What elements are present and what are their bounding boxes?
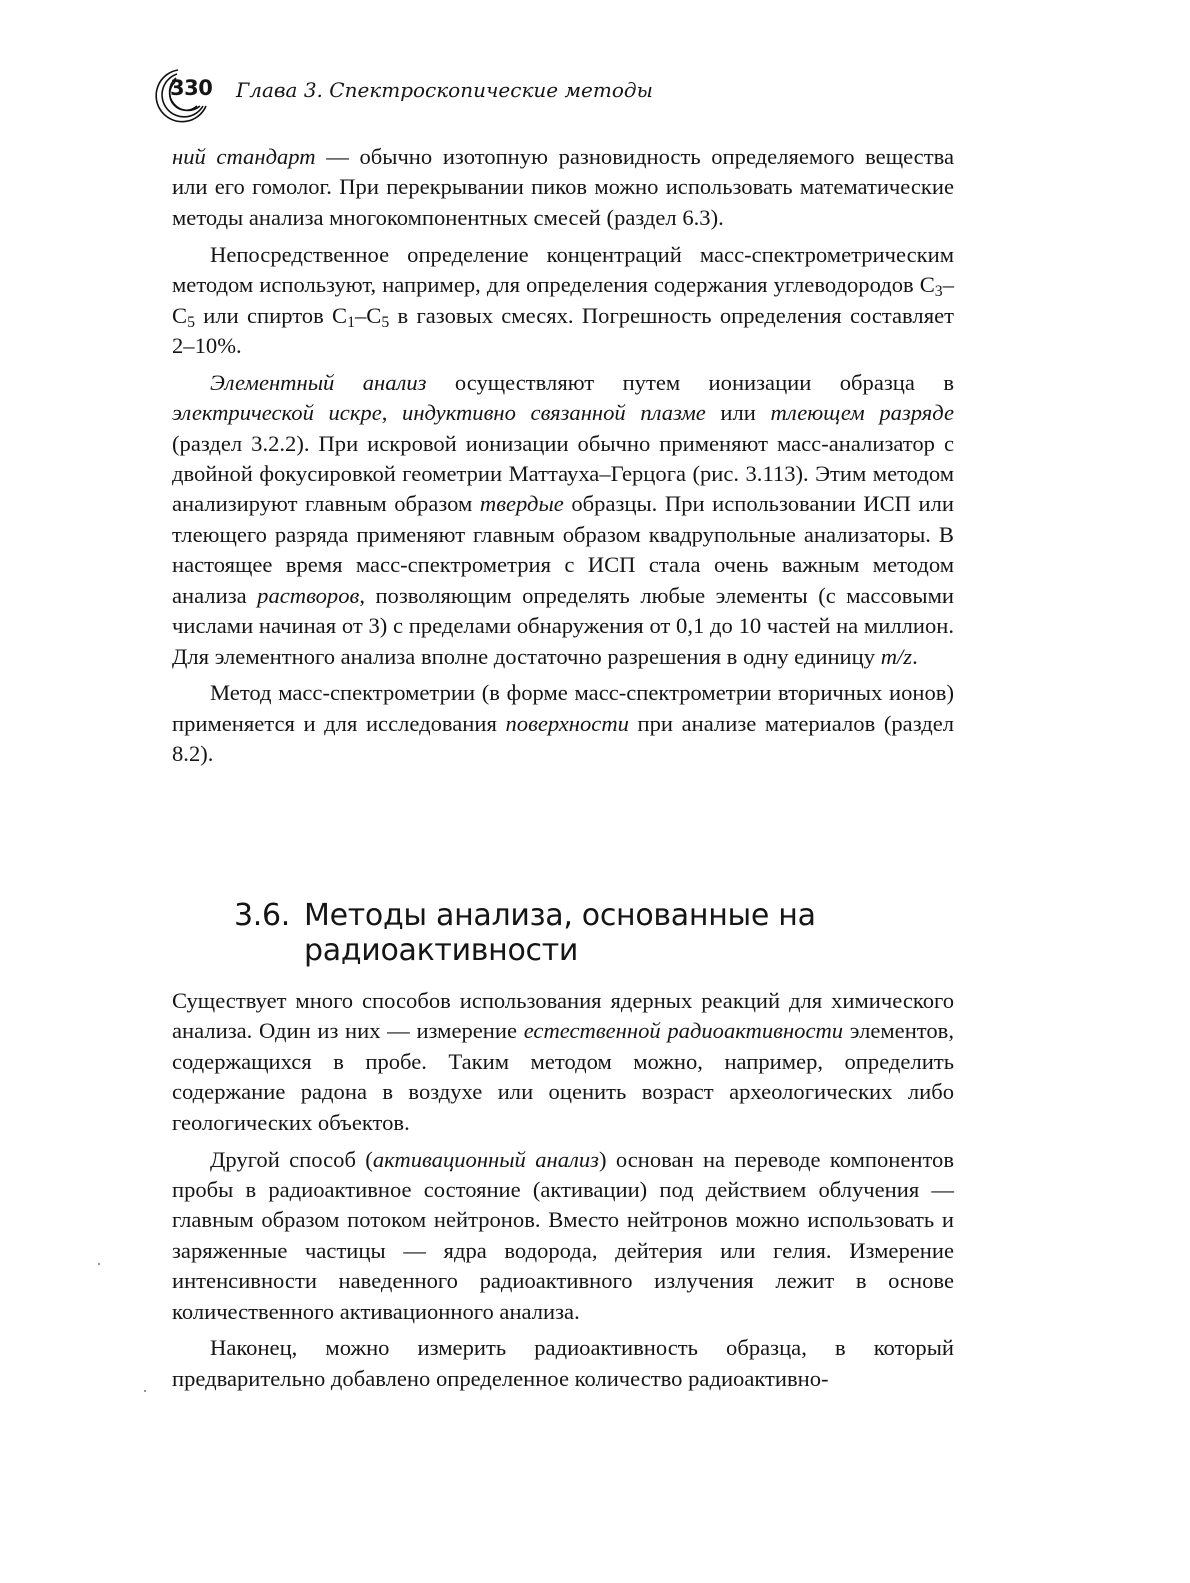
text-block-top (172, 142, 954, 776)
paragraph: Существует много способов использования ядерных реакций для химического анализа. Один из них — измерение естественной радиоактивности элементов, содержащихся в пробе. Таким методом можно, например, определить содержание радона в воздухе или оценить возраст археологических либо геологических объектов. (172, 988, 954, 1135)
text-block-bottom (172, 986, 954, 1401)
paragraph: Непосредственное определение концентраций масс-спектрометрическим методом используют, например, для определения содержания углеводородов $C_3-C_5$ или спиртов $C_1-C_5$ в газовых смесях. Погрешность определения составляет 2–10%. (172, 241, 954, 358)
italic-term: m/z (880, 643, 913, 669)
paragraph: Элементный анализ осуществляют путем ионизации образца в электрической искре, индуктивно связанной плазме или тлеющем разряде (раздел 3.2.2). При искровой ионизации обычно применяют масс-анализатор с двойной фокусировкой геометрии Маттауха–Герцога (рис. 3.113). Этим методом анализируют главным образом твердые образцы. При использовании ИСП или тлеющего разряда применяют главным образом квадрупольные анализаторы. В настоящее время масс-спектрометрия с ИСП стала очень важным методом анализа растворов, позволяющим определять любые элементы (с массовыми числами начиная от 3) с пределами обнаружения от 0,1 до 10 частей на миллион. Для элементного анализа вполне достаточно разрешения в одну единицу m/z. (172, 369, 954, 669)
running-chapter-title: Глава 3. Спектроскопические методы (236, 78, 653, 102)
page-number: 330 (170, 76, 213, 100)
paragraph: Наконец, можно измерить радиоактивность образца, в который предварительно добавлено определенное количество радиоактивно- (172, 1335, 954, 1391)
section-title-line1: Методы анализа, основанные на (304, 898, 816, 933)
section-number: 3.6. (234, 898, 291, 933)
section-title-line2: радиоактивности (304, 933, 579, 968)
scan-speck (144, 1390, 146, 1392)
italic-term: Элементный анализ (210, 369, 427, 395)
italic-term: растворов (257, 582, 360, 608)
paragraph: ний стандарт — обычно изотопную разновидность определяемого вещества или его гомолог. При перекрывании пиков можно использовать математические методы анализа многокомпонентных смесей (раздел 6.3). (172, 144, 954, 230)
italic-term: твердые (479, 491, 564, 517)
italic-term: ний стандарт (172, 144, 316, 169)
italic-term: поверхности (505, 710, 629, 736)
section-heading (234, 898, 816, 968)
italic-term: индуктивно связанной плазме (402, 400, 706, 426)
italic-term: естественной радиоактивности (523, 1018, 844, 1044)
paragraph: Метод масс-спектрометрии (в форме масс-спектрометрии вторичных ионов) применяется и для исследования поверхности при анализе материалов (раздел 8.2). (172, 680, 955, 767)
page-header (148, 66, 948, 126)
italic-term: активационный анализ (372, 1146, 599, 1172)
italic-term: тлеющем разряде (770, 400, 954, 426)
italic-term: электрической искре (172, 400, 382, 426)
scan-speck (98, 1263, 100, 1265)
paragraph: Другой способ (активационный анализ) основан на переводе компонентов пробы в радиоактивное состояние (активации) под действием облучения — главным образом потоком нейтронов. Вместо нейтронов можно использовать и заряженные частицы — ядра водорода, дейтерия или гелия. Измерение интенсивности наведенного радиоактивного излучения лежит в основе количественного активационного анализа. (172, 1146, 955, 1324)
